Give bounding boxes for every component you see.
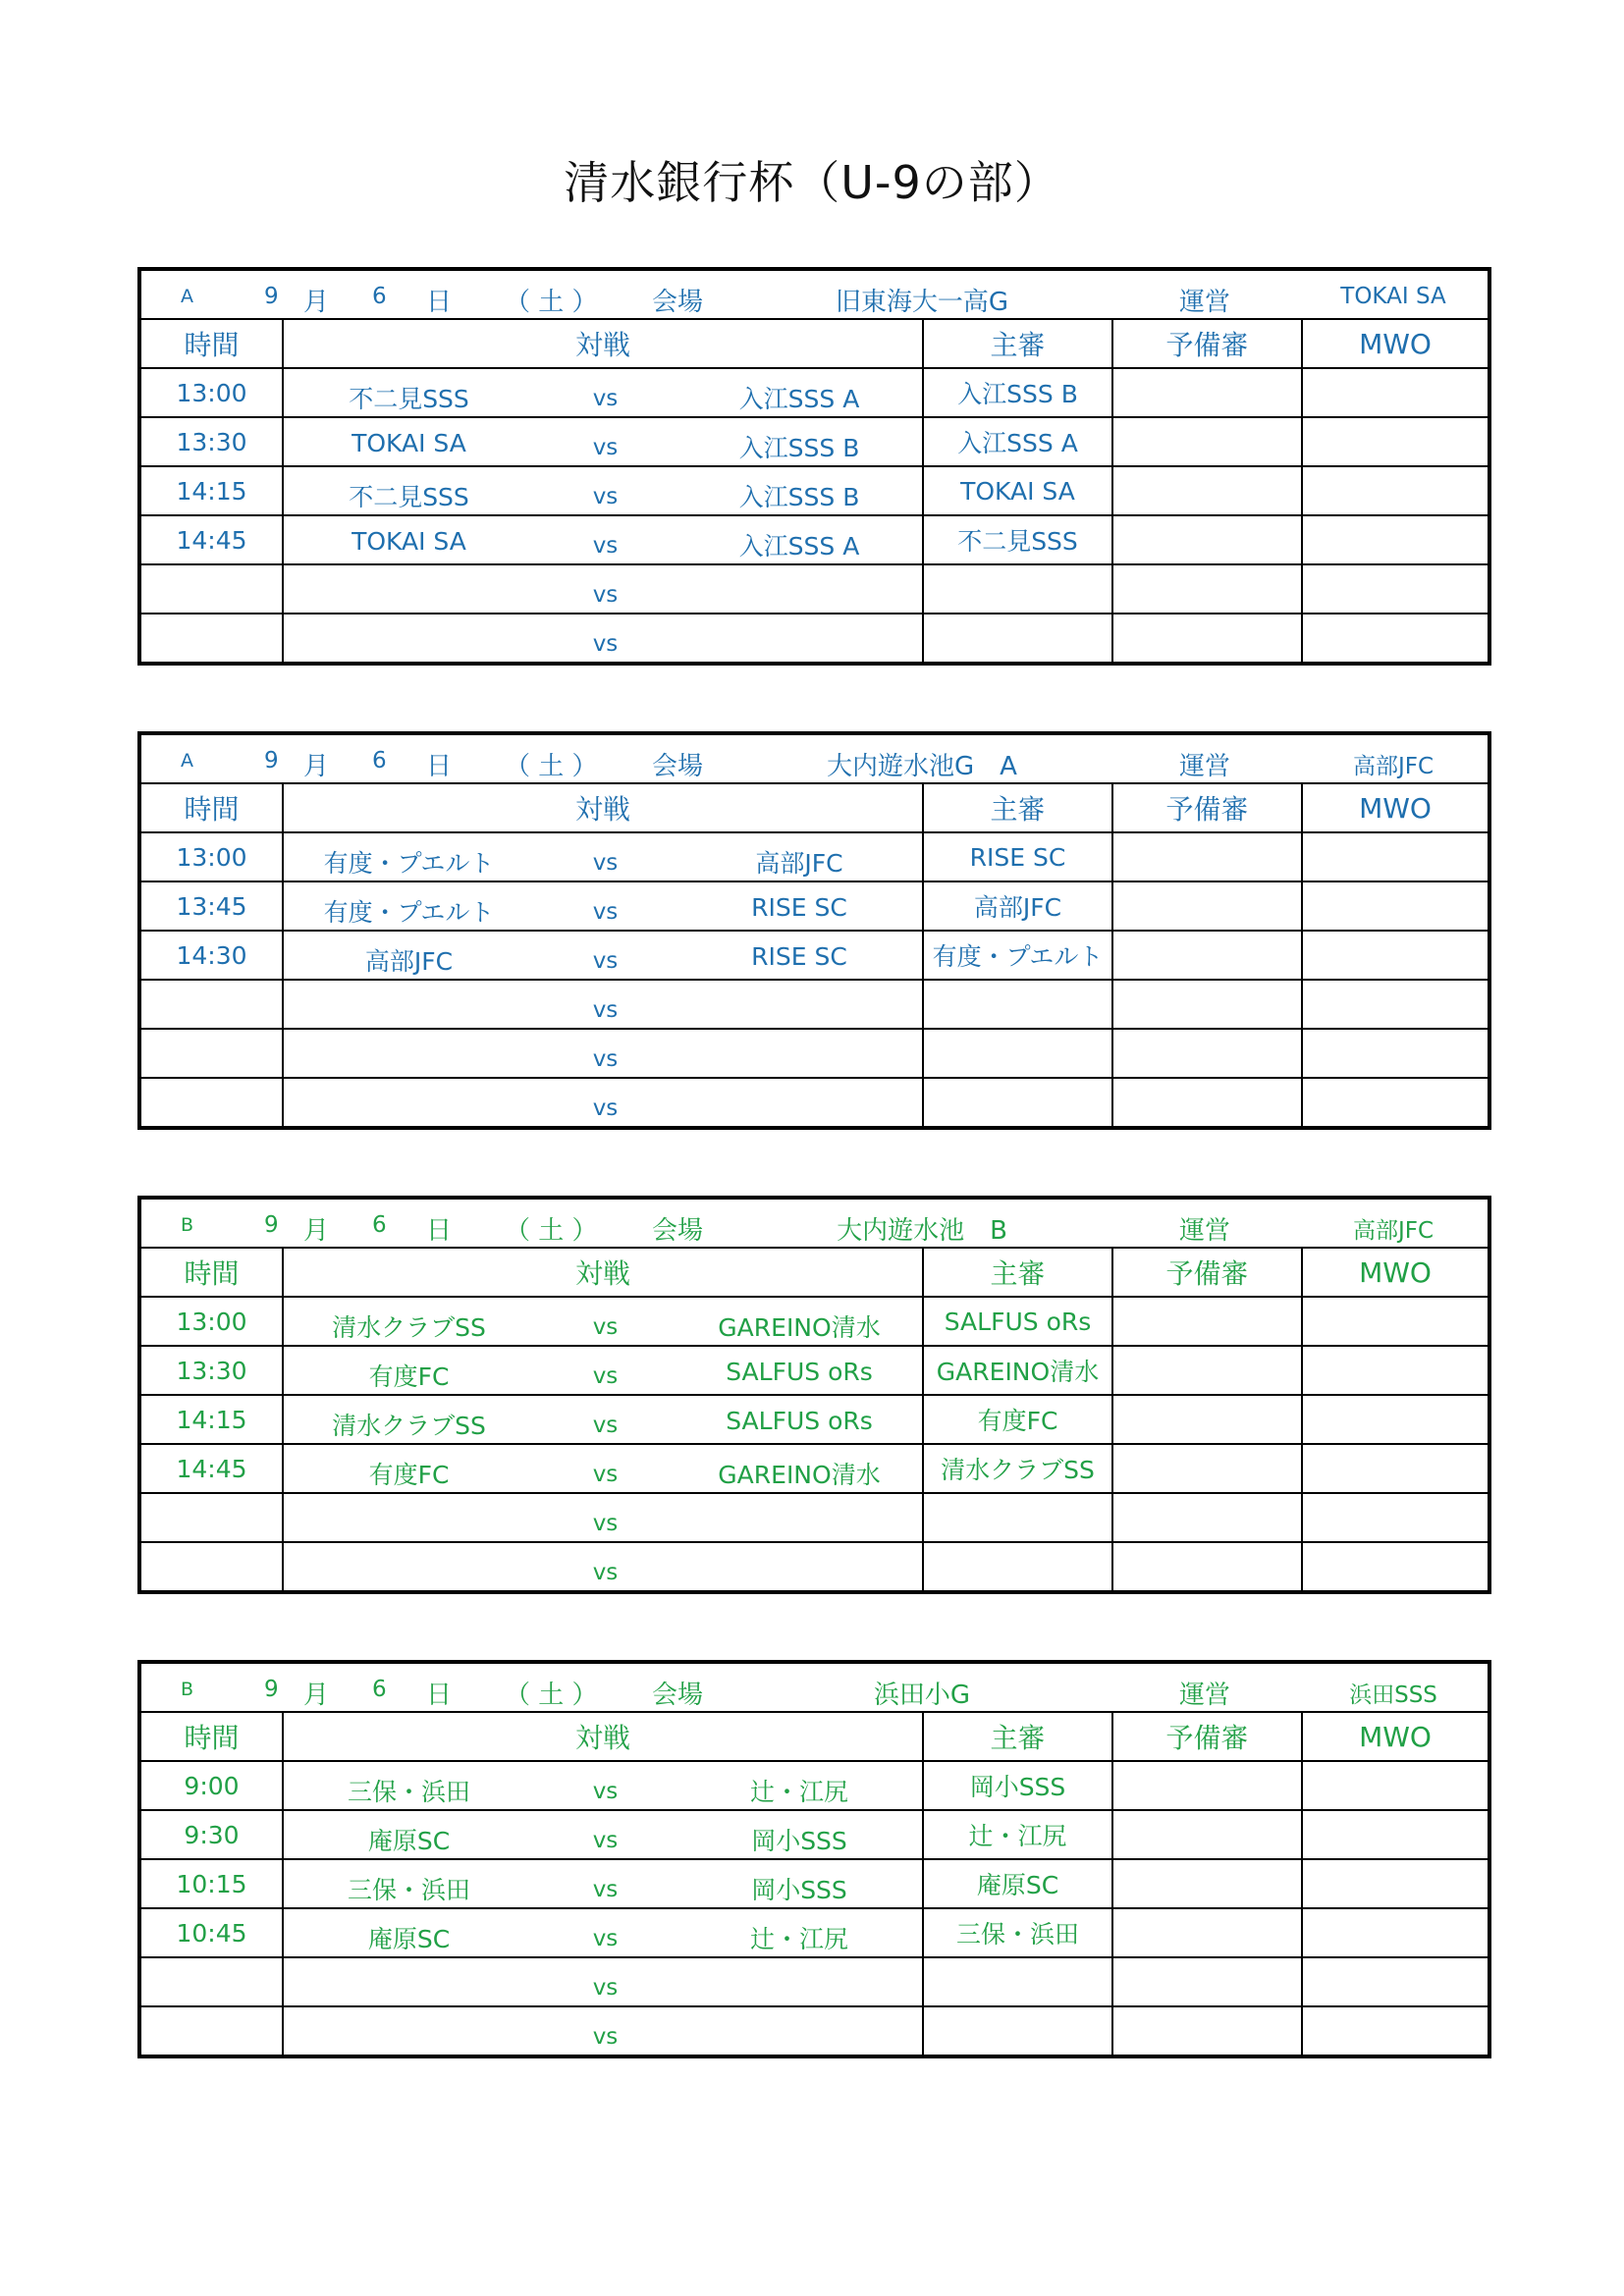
time-cell: 14:30 bbox=[139, 931, 283, 980]
match-cell bbox=[283, 368, 923, 417]
group-label: A bbox=[181, 286, 193, 307]
schedule-table bbox=[137, 731, 1491, 1130]
referee-cell: 入江SSS A bbox=[923, 417, 1112, 466]
header-referee: 主審 bbox=[923, 1248, 1112, 1297]
info-row bbox=[139, 733, 1489, 783]
operator-name: 浜田SSS bbox=[1349, 1682, 1437, 1708]
mwo-cell bbox=[1302, 931, 1489, 980]
time-cell: 10:15 bbox=[139, 1859, 283, 1908]
operator-label: 運営 bbox=[1179, 288, 1231, 317]
time-cell: 13:00 bbox=[139, 1297, 283, 1346]
reserve-referee-cell bbox=[1112, 515, 1302, 564]
referee-cell: 有度・プエルト bbox=[923, 931, 1112, 980]
reserve-referee-cell bbox=[1112, 368, 1302, 417]
reserve-referee-cell bbox=[1112, 881, 1302, 931]
mwo-cell bbox=[1302, 1908, 1489, 1957]
home-team: TOKAI SA bbox=[352, 429, 466, 457]
operator-name: TOKAI SA bbox=[1340, 284, 1446, 309]
info-cell bbox=[139, 733, 1489, 783]
vs-label: vs bbox=[592, 1462, 619, 1487]
vs-label: vs bbox=[592, 1779, 619, 1804]
schedule-table bbox=[137, 1196, 1491, 1594]
vs-label: vs bbox=[592, 533, 619, 559]
reserve-referee-cell bbox=[1112, 832, 1302, 881]
vs-label: vs bbox=[592, 484, 619, 509]
table-row bbox=[139, 1859, 1489, 1908]
home-team: 三保・浜田 bbox=[347, 1876, 470, 1904]
month-label: 月 bbox=[303, 1681, 330, 1710]
info-row bbox=[139, 1662, 1489, 1712]
match-cell bbox=[283, 417, 923, 466]
reserve-referee-cell bbox=[1112, 417, 1302, 466]
operator-name: 高部JFC bbox=[1352, 1218, 1435, 1244]
month-label: 月 bbox=[303, 1216, 330, 1246]
vs-label: vs bbox=[592, 1363, 619, 1389]
venue-label: 会場 bbox=[652, 752, 704, 781]
table-row bbox=[139, 1542, 1489, 1592]
time-cell: 14:15 bbox=[139, 1395, 283, 1444]
vs-label: vs bbox=[592, 1877, 619, 1902]
header-time: 時間 bbox=[139, 1248, 283, 1297]
vs-label: vs bbox=[592, 1926, 619, 1951]
match-cell bbox=[283, 1297, 923, 1346]
referee-cell bbox=[923, 980, 1112, 1029]
match-cell bbox=[283, 1493, 923, 1542]
vs-label: vs bbox=[592, 582, 619, 608]
table-row bbox=[139, 614, 1489, 664]
referee-cell bbox=[923, 1029, 1112, 1078]
info-row bbox=[139, 1198, 1489, 1248]
table-row bbox=[139, 1761, 1489, 1810]
info-row bbox=[139, 269, 1489, 319]
info-bar bbox=[141, 271, 1488, 318]
away-team: 入江SSS A bbox=[738, 532, 860, 561]
table-row bbox=[139, 368, 1489, 417]
time-cell: 13:30 bbox=[139, 417, 283, 466]
match-cell bbox=[283, 1444, 923, 1493]
home-team: 有度・プエルト bbox=[323, 849, 495, 878]
schedule-table bbox=[137, 1660, 1491, 2058]
time-cell bbox=[139, 564, 283, 614]
away-team: 高部JFC bbox=[755, 849, 843, 878]
mwo-cell bbox=[1302, 1029, 1489, 1078]
header-mwo: MWO bbox=[1302, 1712, 1489, 1761]
table-row bbox=[139, 466, 1489, 515]
referee-cell: 高部JFC bbox=[923, 881, 1112, 931]
vs-label: vs bbox=[592, 899, 619, 925]
day-value: 6 bbox=[372, 748, 387, 774]
table-row bbox=[139, 832, 1489, 881]
header-mwo: MWO bbox=[1302, 783, 1489, 832]
referee-cell bbox=[923, 564, 1112, 614]
referee-cell: 岡小SSS bbox=[923, 1761, 1112, 1810]
table-row bbox=[139, 1078, 1489, 1128]
away-team: SALFUS oRs bbox=[726, 1407, 873, 1435]
header-match: 対戦 bbox=[283, 783, 923, 832]
time-cell bbox=[139, 1029, 283, 1078]
match-cell bbox=[283, 1029, 923, 1078]
home-team: 有度FC bbox=[368, 1362, 450, 1391]
venue-label: 会場 bbox=[652, 288, 704, 317]
mwo-cell bbox=[1302, 1297, 1489, 1346]
time-cell: 9:00 bbox=[139, 1761, 283, 1810]
mwo-cell bbox=[1302, 1078, 1489, 1128]
header-match: 対戦 bbox=[283, 319, 923, 368]
match-cell bbox=[283, 1810, 923, 1859]
vs-label: vs bbox=[592, 1413, 619, 1438]
home-team: 有度・プエルト bbox=[323, 898, 495, 927]
day-label: 日 bbox=[426, 1216, 453, 1246]
match-cell bbox=[283, 1395, 923, 1444]
weekday-label: （ 土 ） bbox=[505, 1216, 598, 1246]
reserve-referee-cell bbox=[1112, 1078, 1302, 1128]
reserve-referee-cell bbox=[1112, 614, 1302, 664]
reserve-referee-cell bbox=[1112, 1810, 1302, 1859]
header-row bbox=[139, 1712, 1489, 1761]
reserve-referee-cell bbox=[1112, 1542, 1302, 1592]
vs-label: vs bbox=[592, 1828, 619, 1853]
match-cell bbox=[283, 1346, 923, 1395]
time-cell: 13:00 bbox=[139, 832, 283, 881]
match-cell bbox=[283, 1908, 923, 1957]
info-cell bbox=[139, 269, 1489, 319]
referee-cell: GAREINO清水 bbox=[923, 1346, 1112, 1395]
table-row bbox=[139, 1957, 1489, 2006]
referee-cell bbox=[923, 1957, 1112, 2006]
header-referee: 主審 bbox=[923, 319, 1112, 368]
mwo-cell bbox=[1302, 881, 1489, 931]
away-team: SALFUS oRs bbox=[726, 1358, 873, 1386]
time-cell: 13:00 bbox=[139, 368, 283, 417]
day-value: 6 bbox=[372, 1677, 387, 1702]
table-row bbox=[139, 1297, 1489, 1346]
reserve-referee-cell bbox=[1112, 1346, 1302, 1395]
table-row bbox=[139, 564, 1489, 614]
referee-cell: 有度FC bbox=[923, 1395, 1112, 1444]
header-row bbox=[139, 783, 1489, 832]
home-team: 庵原SC bbox=[367, 1827, 451, 1855]
venue-label: 会場 bbox=[652, 1681, 704, 1710]
match-cell bbox=[283, 1078, 923, 1128]
header-mwo: MWO bbox=[1302, 1248, 1489, 1297]
vs-label: vs bbox=[592, 2024, 619, 2050]
match-cell bbox=[283, 1542, 923, 1592]
weekday-label: （ 土 ） bbox=[505, 1681, 598, 1710]
venue-name: 大内遊水池G A bbox=[827, 752, 1017, 781]
reserve-referee-cell bbox=[1112, 466, 1302, 515]
match-cell bbox=[283, 980, 923, 1029]
table-row bbox=[139, 1029, 1489, 1078]
time-cell: 10:45 bbox=[139, 1908, 283, 1957]
vs-label: vs bbox=[592, 1046, 619, 1072]
mwo-cell bbox=[1302, 515, 1489, 564]
away-team: 岡小SSS bbox=[751, 1876, 847, 1904]
table-row bbox=[139, 980, 1489, 1029]
month-label: 月 bbox=[303, 752, 330, 781]
month-value: 9 bbox=[264, 1677, 279, 1702]
month-value: 9 bbox=[264, 284, 279, 309]
reserve-referee-cell bbox=[1112, 1957, 1302, 2006]
time-cell: 13:30 bbox=[139, 1346, 283, 1395]
reserve-referee-cell bbox=[1112, 1761, 1302, 1810]
reserve-referee-cell bbox=[1112, 1297, 1302, 1346]
table-row bbox=[139, 1810, 1489, 1859]
info-bar bbox=[141, 735, 1488, 782]
referee-cell bbox=[923, 1078, 1112, 1128]
mwo-cell bbox=[1302, 1859, 1489, 1908]
mwo-cell bbox=[1302, 1493, 1489, 1542]
reserve-referee-cell bbox=[1112, 1395, 1302, 1444]
match-cell bbox=[283, 2006, 923, 2056]
reserve-referee-cell bbox=[1112, 1493, 1302, 1542]
table-row bbox=[139, 1346, 1489, 1395]
referee-cell bbox=[923, 1542, 1112, 1592]
referee-cell: 入江SSS B bbox=[923, 368, 1112, 417]
header-reserve-referee: 予備審 bbox=[1112, 1248, 1302, 1297]
reserve-referee-cell bbox=[1112, 931, 1302, 980]
time-cell bbox=[139, 1078, 283, 1128]
table-row bbox=[139, 881, 1489, 931]
mwo-cell bbox=[1302, 1810, 1489, 1859]
table-row bbox=[139, 1444, 1489, 1493]
mwo-cell bbox=[1302, 1444, 1489, 1493]
time-cell: 13:45 bbox=[139, 881, 283, 931]
home-team: 清水クラブSS bbox=[332, 1313, 486, 1342]
table-row bbox=[139, 1395, 1489, 1444]
match-cell bbox=[283, 1761, 923, 1810]
info-cell bbox=[139, 1198, 1489, 1248]
header-time: 時間 bbox=[139, 783, 283, 832]
header-referee: 主審 bbox=[923, 1712, 1112, 1761]
vs-label: vs bbox=[592, 1095, 619, 1121]
mwo-cell bbox=[1302, 1346, 1489, 1395]
info-cell bbox=[139, 1662, 1489, 1712]
vs-label: vs bbox=[592, 1511, 619, 1536]
header-mwo: MWO bbox=[1302, 319, 1489, 368]
header-match: 対戦 bbox=[283, 1712, 923, 1761]
day-value: 6 bbox=[372, 1212, 387, 1238]
time-cell bbox=[139, 614, 283, 664]
venue-name: 大内遊水池 B bbox=[837, 1216, 1007, 1246]
time-cell bbox=[139, 1493, 283, 1542]
home-team: 庵原SC bbox=[367, 1925, 451, 1953]
month-value: 9 bbox=[264, 748, 279, 774]
table-row bbox=[139, 1908, 1489, 1957]
home-team: 三保・浜田 bbox=[347, 1778, 470, 1806]
header-row bbox=[139, 319, 1489, 368]
vs-label: vs bbox=[592, 435, 619, 460]
time-cell bbox=[139, 1957, 283, 2006]
match-cell bbox=[283, 466, 923, 515]
home-team: 清水クラブSS bbox=[332, 1412, 486, 1440]
mwo-cell bbox=[1302, 1395, 1489, 1444]
header-match: 対戦 bbox=[283, 1248, 923, 1297]
referee-cell: TOKAI SA bbox=[923, 466, 1112, 515]
mwo-cell bbox=[1302, 1957, 1489, 2006]
venue-name: 旧東海大一高G bbox=[835, 288, 1009, 317]
match-cell bbox=[283, 931, 923, 980]
referee-cell bbox=[923, 2006, 1112, 2056]
home-team: 不二見SSS bbox=[349, 385, 469, 413]
referee-cell: 不二見SSS bbox=[923, 515, 1112, 564]
time-cell: 14:15 bbox=[139, 466, 283, 515]
referee-cell: SALFUS oRs bbox=[923, 1297, 1112, 1346]
reserve-referee-cell bbox=[1112, 2006, 1302, 2056]
match-cell bbox=[283, 1957, 923, 2006]
mwo-cell bbox=[1302, 466, 1489, 515]
vs-label: vs bbox=[592, 997, 619, 1023]
header-reserve-referee: 予備審 bbox=[1112, 783, 1302, 832]
day-label: 日 bbox=[426, 288, 453, 317]
mwo-cell bbox=[1302, 2006, 1489, 2056]
mwo-cell bbox=[1302, 368, 1489, 417]
schedule-table bbox=[137, 267, 1491, 666]
mwo-cell bbox=[1302, 614, 1489, 664]
group-label: A bbox=[181, 750, 193, 772]
match-cell bbox=[283, 1859, 923, 1908]
away-team: GAREINO清水 bbox=[718, 1461, 881, 1489]
mwo-cell bbox=[1302, 564, 1489, 614]
time-cell bbox=[139, 980, 283, 1029]
referee-cell: 辻・江尻 bbox=[923, 1810, 1112, 1859]
group-label: B bbox=[181, 1679, 194, 1700]
vs-label: vs bbox=[592, 1560, 619, 1585]
referee-cell bbox=[923, 614, 1112, 664]
match-cell bbox=[283, 881, 923, 931]
match-cell bbox=[283, 832, 923, 881]
vs-label: vs bbox=[592, 631, 619, 657]
header-time: 時間 bbox=[139, 319, 283, 368]
day-value: 6 bbox=[372, 284, 387, 309]
mwo-cell bbox=[1302, 1761, 1489, 1810]
day-label: 日 bbox=[426, 1681, 453, 1710]
home-team: 有度FC bbox=[368, 1461, 450, 1489]
away-team: 辻・江尻 bbox=[749, 1925, 848, 1953]
group-label: B bbox=[181, 1214, 194, 1236]
month-value: 9 bbox=[264, 1212, 279, 1238]
header-reserve-referee: 予備審 bbox=[1112, 1712, 1302, 1761]
mwo-cell bbox=[1302, 417, 1489, 466]
vs-label: vs bbox=[592, 948, 619, 974]
away-team: RISE SC bbox=[751, 893, 847, 922]
away-team: GAREINO清水 bbox=[718, 1313, 881, 1342]
referee-cell: RISE SC bbox=[923, 832, 1112, 881]
vs-label: vs bbox=[592, 1314, 619, 1340]
vs-label: vs bbox=[592, 386, 619, 411]
vs-label: vs bbox=[592, 1975, 619, 2001]
time-cell: 14:45 bbox=[139, 1444, 283, 1493]
away-team: RISE SC bbox=[751, 942, 847, 971]
time-cell bbox=[139, 1542, 283, 1592]
home-team: 高部JFC bbox=[364, 947, 454, 976]
info-bar bbox=[141, 1664, 1488, 1711]
reserve-referee-cell bbox=[1112, 1444, 1302, 1493]
weekday-label: （ 土 ） bbox=[505, 752, 598, 781]
away-team: 辻・江尻 bbox=[749, 1778, 848, 1806]
reserve-referee-cell bbox=[1112, 564, 1302, 614]
header-time: 時間 bbox=[139, 1712, 283, 1761]
away-team: 入江SSS A bbox=[738, 385, 860, 413]
page-title: 清水銀行杯（U-9の部） bbox=[564, 156, 1060, 209]
reserve-referee-cell bbox=[1112, 1029, 1302, 1078]
mwo-cell bbox=[1302, 980, 1489, 1029]
venue-label: 会場 bbox=[652, 1216, 704, 1246]
referee-cell: 三保・浜田 bbox=[923, 1908, 1112, 1957]
away-team: 入江SSS B bbox=[738, 483, 860, 511]
reserve-referee-cell bbox=[1112, 980, 1302, 1029]
header-reserve-referee: 予備審 bbox=[1112, 319, 1302, 368]
operator-label: 運営 bbox=[1179, 752, 1231, 781]
reserve-referee-cell bbox=[1112, 1908, 1302, 1957]
vs-label: vs bbox=[592, 850, 619, 876]
operator-name: 高部JFC bbox=[1352, 754, 1435, 779]
away-team: 岡小SSS bbox=[751, 1827, 847, 1855]
table-row bbox=[139, 2006, 1489, 2056]
reserve-referee-cell bbox=[1112, 1859, 1302, 1908]
referee-cell bbox=[923, 1493, 1112, 1542]
home-team: 不二見SSS bbox=[349, 483, 469, 511]
table-row bbox=[139, 417, 1489, 466]
away-team: 入江SSS B bbox=[738, 434, 860, 462]
operator-label: 運営 bbox=[1179, 1681, 1231, 1710]
table-row bbox=[139, 1493, 1489, 1542]
header-row bbox=[139, 1248, 1489, 1297]
table-row bbox=[139, 931, 1489, 980]
info-bar bbox=[141, 1200, 1488, 1247]
month-label: 月 bbox=[303, 288, 330, 317]
time-cell bbox=[139, 2006, 283, 2056]
mwo-cell bbox=[1302, 1542, 1489, 1592]
table-row bbox=[139, 515, 1489, 564]
weekday-label: （ 土 ） bbox=[505, 288, 598, 317]
mwo-cell bbox=[1302, 832, 1489, 881]
match-cell bbox=[283, 564, 923, 614]
venue-name: 浜田小G bbox=[873, 1681, 971, 1710]
header-referee: 主審 bbox=[923, 783, 1112, 832]
day-label: 日 bbox=[426, 752, 453, 781]
referee-cell: 清水クラブSS bbox=[923, 1444, 1112, 1493]
referee-cell: 庵原SC bbox=[923, 1859, 1112, 1908]
home-team: TOKAI SA bbox=[352, 527, 466, 556]
match-cell bbox=[283, 515, 923, 564]
time-cell: 14:45 bbox=[139, 515, 283, 564]
operator-label: 運営 bbox=[1179, 1216, 1231, 1246]
time-cell: 9:30 bbox=[139, 1810, 283, 1859]
match-cell bbox=[283, 614, 923, 664]
